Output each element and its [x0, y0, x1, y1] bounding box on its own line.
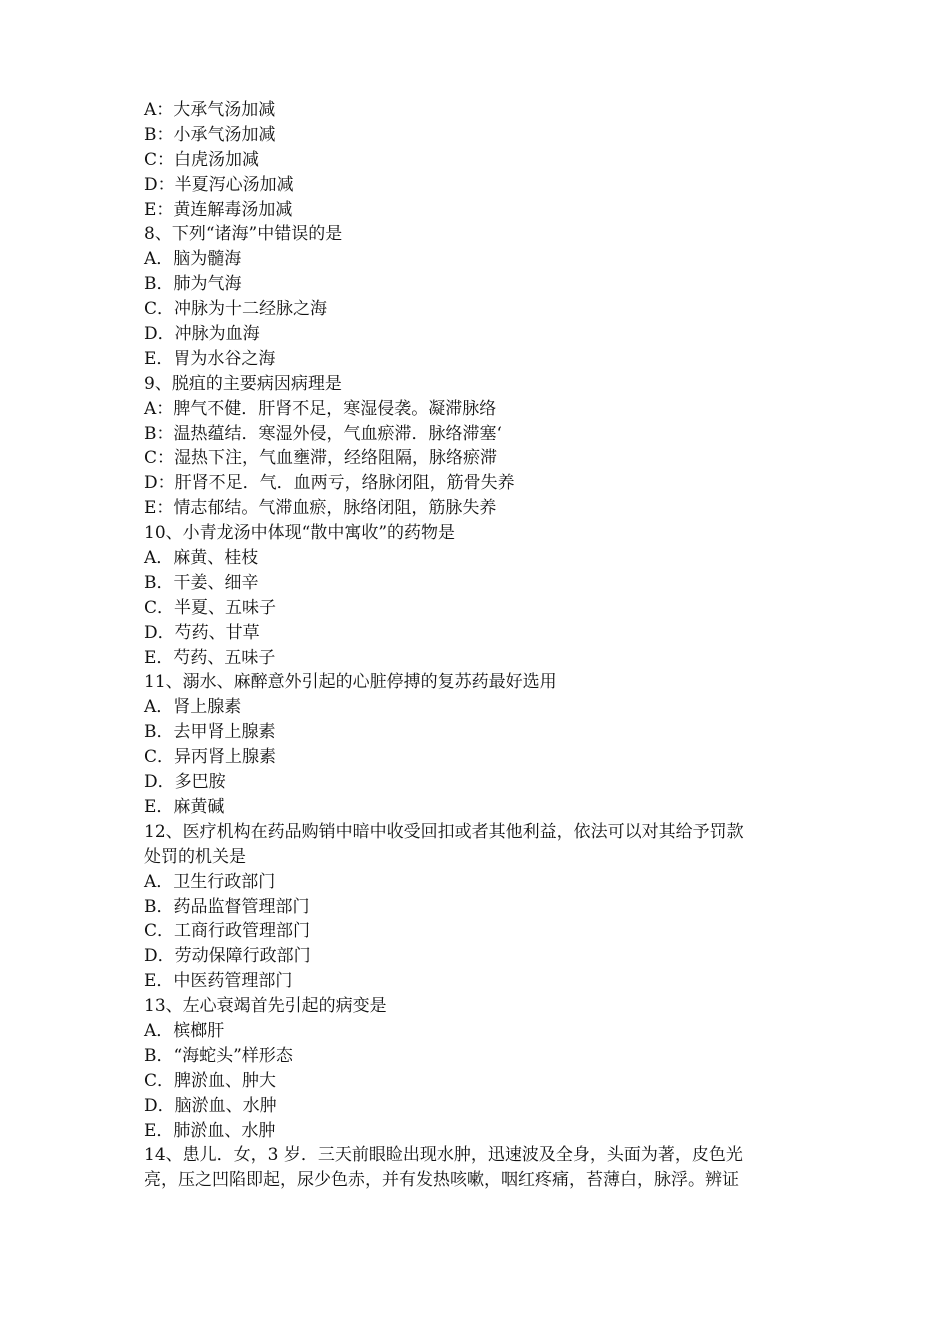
option-line: C：湿热下注，气血壅滞，经络阻隔，脉络瘀滞 — [144, 448, 498, 469]
option-line: E．肺淤血、水肿 — [144, 1120, 276, 1141]
option-line: E：黄连解毒汤加减 — [144, 199, 293, 220]
option-line: E．中医药管理部门 — [144, 971, 293, 992]
option-line: B．肺为气海 — [144, 274, 242, 295]
option-line: C．工商行政管理部门 — [144, 921, 311, 942]
question-12-continued: 处罚的机关是 — [144, 846, 246, 867]
option-line: B．“海蛇头”样形态 — [144, 1045, 293, 1066]
option-line: D．劳动保障行政部门 — [144, 946, 311, 967]
question-8: 8、下列“诸海”中错误的是 — [144, 224, 343, 245]
option-line: B：温热蕴结．寒湿外侵，气血瘀滞．脉络滞塞‘ — [144, 423, 502, 444]
option-line: D．多巴胺 — [144, 772, 226, 793]
option-line: E．芍药、五味子 — [144, 647, 276, 668]
option-line: A．脑为髓海 — [144, 249, 242, 270]
option-line: A．卫生行政部门 — [144, 871, 276, 892]
option-line: C．冲脉为十二经脉之海 — [144, 299, 328, 320]
option-line: A．麻黄、桂枝 — [144, 548, 259, 569]
question-13: 13、左心衰竭首先引起的病变是 — [144, 996, 387, 1017]
option-line: A：脾气不健．肝肾不足，寒湿侵袭。凝滞脉络 — [144, 398, 497, 419]
question-10: 10、小青龙汤中体现“散中寓收”的药物是 — [144, 523, 456, 544]
question-12: 12、医疗机构在药品购销中暗中收受回扣或者其他利益，依法可以对其给予罚款 — [144, 821, 744, 842]
option-line: D：肝肾不足．气．血两亏，络脉闭阻，筋骨失养 — [144, 473, 515, 494]
question-11: 11、溺水、麻醉意外引起的心脏停搏的复苏药最好选用 — [144, 672, 557, 693]
option-line: C：白虎汤加减 — [144, 149, 260, 170]
option-line: B．干姜、细辛 — [144, 572, 259, 593]
question-9: 9、脱疽的主要病因病理是 — [144, 373, 342, 394]
option-line: B．去甲肾上腺素 — [144, 722, 276, 743]
option-line: D．冲脉为血海 — [144, 324, 260, 345]
option-line: D．脑淤血、水肿 — [144, 1095, 277, 1116]
option-line: D．芍药、甘草 — [144, 622, 260, 643]
option-line: E．麻黄碱 — [144, 796, 225, 817]
option-line: E．胃为水谷之海 — [144, 348, 276, 369]
option-line: A．槟榔肝 — [144, 1020, 225, 1041]
option-line: B．药品监督管理部门 — [144, 896, 310, 917]
option-line: A：大承气汤加减 — [144, 100, 276, 120]
question-14-continued: 亮，压之凹陷即起，尿少色赤，并有发热咳嗽，咽红疼痛，苔薄白，脉浮。辨证 — [144, 1170, 739, 1191]
document-body — [144, 98, 824, 1193]
option-line: D：半夏泻心汤加减 — [144, 174, 294, 195]
option-line: C．半夏、五味子 — [144, 597, 277, 618]
option-line: C．脾淤血、肿大 — [144, 1070, 277, 1091]
option-line: E：情志郁结。气滞血瘀，脉络闭阻，筋脉失养 — [144, 498, 497, 519]
question-14: 14、患儿．女，3 岁．三天前眼睑出现水肿，迅速波及全身，头面为著，皮色光 — [144, 1145, 743, 1166]
option-line: C．异丙肾上腺素 — [144, 747, 277, 768]
option-line: A．肾上腺素 — [144, 697, 242, 718]
option-line: B：小承气汤加减 — [144, 124, 276, 145]
